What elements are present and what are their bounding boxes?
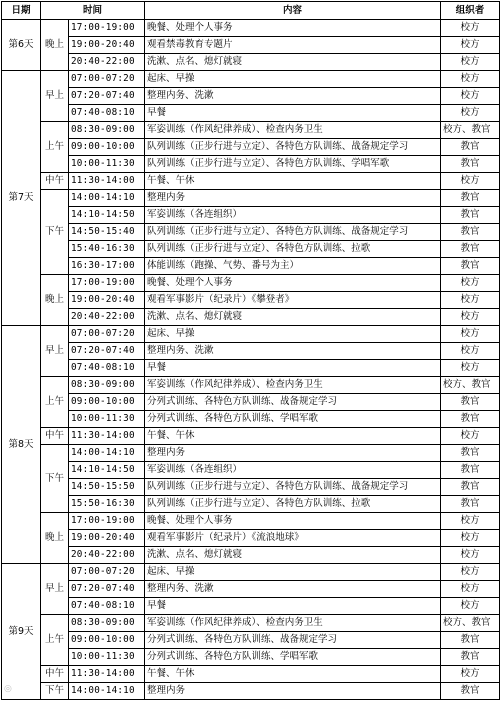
content-cell: 晚餐、处理个人事务 xyxy=(145,275,441,292)
time-cell: 20:40-22:00 xyxy=(69,547,145,564)
time-cell: 14:10-14:50 xyxy=(69,207,145,224)
table-row xyxy=(2,54,500,71)
organizer-cell: 校方 xyxy=(441,326,500,343)
organizer-cell: 校方 xyxy=(441,343,500,360)
content-cell: 晚餐、处理个人事务 xyxy=(145,20,441,37)
period-cell: 晚上 xyxy=(41,20,69,71)
organizer-cell: 校方 xyxy=(441,564,500,581)
organizer-cell: 教官 xyxy=(441,683,500,700)
table-row xyxy=(2,122,500,139)
organizer-cell: 教官 xyxy=(441,411,500,428)
time-cell: 19:00-20:40 xyxy=(69,37,145,54)
content-cell: 整理内务、洗漱 xyxy=(145,581,441,598)
time-cell: 20:40-22:00 xyxy=(69,309,145,326)
table-row xyxy=(2,156,500,173)
organizer-cell: 校方 xyxy=(441,581,500,598)
period-cell: 中午 xyxy=(41,666,69,683)
content-cell: 军姿训练（作风纪律养成）、检查内务卫生 xyxy=(145,122,441,139)
organizer-cell: 教官 xyxy=(441,190,500,207)
table-row xyxy=(2,632,500,649)
time-cell: 08:30-09:00 xyxy=(69,615,145,632)
time-cell: 17:00-19:00 xyxy=(69,275,145,292)
content-cell: 队列训练（正步行进与立定）、各特色方队训练、拉歌 xyxy=(145,241,441,258)
time-cell: 07:00-07:20 xyxy=(69,326,145,343)
organizer-cell: 教官 xyxy=(441,496,500,513)
content-cell: 军姿训练（作风纪律养成）、检查内务卫生 xyxy=(145,615,441,632)
table-row xyxy=(2,360,500,377)
table-row xyxy=(2,445,500,462)
table-row xyxy=(2,615,500,632)
content-cell: 队列训练（正步行进与立定）、各特色方队训练、战备规定学习 xyxy=(145,479,441,496)
time-cell: 19:00-20:40 xyxy=(69,530,145,547)
time-cell: 10:00-11:30 xyxy=(69,649,145,666)
organizer-cell: 教官 xyxy=(441,445,500,462)
organizer-cell: 教官 xyxy=(441,224,500,241)
table-row xyxy=(2,37,500,54)
table-row xyxy=(2,139,500,156)
content-cell: 军姿训练（作风纪律养成）、检查内务卫生 xyxy=(145,377,441,394)
table-body xyxy=(2,20,500,700)
time-cell: 07:40-08:10 xyxy=(69,598,145,615)
content-cell: 起床、早操 xyxy=(145,326,441,343)
content-cell: 观看军事影片（纪录片）《流浪地球》 xyxy=(145,530,441,547)
content-cell: 观看禁毒教育专题片 xyxy=(145,37,441,54)
organizer-cell: 教官 xyxy=(441,156,500,173)
time-cell: 14:00-14:10 xyxy=(69,445,145,462)
organizer-cell: 校方 xyxy=(441,309,500,326)
content-cell: 军姿训练（各连组织） xyxy=(145,207,441,224)
content-cell: 整理内务 xyxy=(145,190,441,207)
organizer-cell: 校方 xyxy=(441,71,500,88)
table-row xyxy=(2,309,500,326)
organizer-cell: 校方 xyxy=(441,666,500,683)
content-cell: 午餐、午休 xyxy=(145,666,441,683)
period-cell: 早上 xyxy=(41,564,69,615)
content-cell: 晚餐、处理个人事务 xyxy=(145,513,441,530)
organizer-cell: 校方 xyxy=(441,428,500,445)
period-cell: 早上 xyxy=(41,71,69,122)
content-cell: 午餐、午休 xyxy=(145,428,441,445)
period-cell: 中午 xyxy=(41,173,69,190)
time-cell: 07:20-07:40 xyxy=(69,343,145,360)
table-row xyxy=(2,343,500,360)
table-row xyxy=(2,173,500,190)
organizer-cell: 教官 xyxy=(441,207,500,224)
organizer-cell: 校方 xyxy=(441,37,500,54)
table-row xyxy=(2,530,500,547)
time-cell: 09:00-10:00 xyxy=(69,139,145,156)
content-cell: 观看军事影片（纪录片）《攀登者》 xyxy=(145,292,441,309)
header-day: 日期 xyxy=(2,2,41,20)
table-row xyxy=(2,598,500,615)
content-cell: 整理内务、洗漱 xyxy=(145,343,441,360)
table-row xyxy=(2,513,500,530)
table-header xyxy=(2,2,500,20)
table-row xyxy=(2,292,500,309)
watermark: ◎ xyxy=(4,684,12,694)
table-row xyxy=(2,241,500,258)
organizer-cell: 教官 xyxy=(441,462,500,479)
organizer-cell: 校方 xyxy=(441,360,500,377)
day-cell: 第7天 xyxy=(2,71,41,326)
content-cell: 队列训练（正步行进与立定）、各特色方队训练、战备规定学习 xyxy=(145,139,441,156)
time-cell: 08:30-09:00 xyxy=(69,122,145,139)
organizer-cell: 校方 xyxy=(441,292,500,309)
organizer-cell: 校方、教官 xyxy=(441,377,500,394)
table-row xyxy=(2,326,500,343)
organizer-cell: 校方、教官 xyxy=(441,615,500,632)
time-cell: 17:00-19:00 xyxy=(69,513,145,530)
content-cell: 分列式训练、各特色方队训练、战备规定学习 xyxy=(145,394,441,411)
organizer-cell: 教官 xyxy=(441,139,500,156)
content-cell: 队列训练（正步行进与立定）、各特色方队训练、拉歌 xyxy=(145,496,441,513)
time-cell: 11:30-14:00 xyxy=(69,666,145,683)
content-cell: 洗漱、点名、熄灯就寝 xyxy=(145,309,441,326)
table-row xyxy=(2,496,500,513)
content-cell: 起床、早操 xyxy=(145,564,441,581)
time-cell: 11:30-14:00 xyxy=(69,173,145,190)
organizer-cell: 教官 xyxy=(441,394,500,411)
time-cell: 07:40-08:10 xyxy=(69,105,145,122)
time-cell: 07:00-07:20 xyxy=(69,71,145,88)
table-row xyxy=(2,88,500,105)
period-cell: 下午 xyxy=(41,445,69,513)
organizer-cell: 校方 xyxy=(441,105,500,122)
table-row xyxy=(2,190,500,207)
time-cell: 14:50-15:50 xyxy=(69,479,145,496)
table-row xyxy=(2,275,500,292)
content-cell: 早餐 xyxy=(145,105,441,122)
time-cell: 08:30-09:00 xyxy=(69,377,145,394)
time-cell: 07:20-07:40 xyxy=(69,88,145,105)
content-cell: 军姿训练（各连组织） xyxy=(145,462,441,479)
table-row xyxy=(2,105,500,122)
time-cell: 10:00-11:30 xyxy=(69,156,145,173)
time-cell: 19:00-20:40 xyxy=(69,292,145,309)
table-row xyxy=(2,683,500,700)
content-cell: 队列训练（正步行进与立定）、各特色方队训练、学唱军歌 xyxy=(145,156,441,173)
table-row xyxy=(2,649,500,666)
organizer-cell: 校方 xyxy=(441,88,500,105)
period-cell: 下午 xyxy=(41,683,69,700)
organizer-cell: 校方 xyxy=(441,20,500,37)
content-cell: 分列式训练、各特色方队训练、战备规定学习 xyxy=(145,632,441,649)
table-row xyxy=(2,20,500,37)
time-cell: 07:20-07:40 xyxy=(69,581,145,598)
content-cell: 分列式训练、各特色方队训练、学唱军歌 xyxy=(145,649,441,666)
organizer-cell: 校方 xyxy=(441,598,500,615)
time-cell: 20:40-22:00 xyxy=(69,54,145,71)
time-cell: 14:00-14:10 xyxy=(69,683,145,700)
table-row xyxy=(2,411,500,428)
table-row xyxy=(2,224,500,241)
schedule-table xyxy=(1,1,500,700)
time-cell: 07:00-07:20 xyxy=(69,564,145,581)
organizer-cell: 教官 xyxy=(441,632,500,649)
time-cell: 11:30-14:00 xyxy=(69,428,145,445)
time-cell: 15:50-16:30 xyxy=(69,496,145,513)
content-cell: 洗漱、点名、熄灯就寝 xyxy=(145,54,441,71)
time-cell: 14:00-14:10 xyxy=(69,190,145,207)
table-row xyxy=(2,377,500,394)
content-cell: 午餐、午休 xyxy=(145,173,441,190)
header-organizer: 组织者 xyxy=(441,2,500,20)
time-cell: 10:00-11:30 xyxy=(69,411,145,428)
content-cell: 早餐 xyxy=(145,598,441,615)
organizer-cell: 校方 xyxy=(441,547,500,564)
period-cell: 上午 xyxy=(41,377,69,428)
period-cell: 中午 xyxy=(41,428,69,445)
organizer-cell: 教官 xyxy=(441,241,500,258)
table-row xyxy=(2,581,500,598)
table-row xyxy=(2,258,500,275)
time-cell: 17:00-19:00 xyxy=(69,20,145,37)
content-cell: 洗漱、点名、熄灯就寝 xyxy=(145,547,441,564)
period-cell: 晚上 xyxy=(41,513,69,564)
header-row xyxy=(2,2,500,20)
content-cell: 分列式训练、各特色方队训练、学唱军歌 xyxy=(145,411,441,428)
table-row xyxy=(2,479,500,496)
period-cell: 上午 xyxy=(41,122,69,173)
time-cell: 09:00-10:00 xyxy=(69,632,145,649)
organizer-cell: 校方 xyxy=(441,54,500,71)
day-cell: 第9天 xyxy=(2,564,41,700)
period-cell: 下午 xyxy=(41,190,69,275)
organizer-cell: 校方 xyxy=(441,275,500,292)
organizer-cell: 教官 xyxy=(441,258,500,275)
organizer-cell: 教官 xyxy=(441,649,500,666)
day-cell: 第8天 xyxy=(2,326,41,564)
header-content: 内容 xyxy=(145,2,441,20)
time-cell: 14:50-15:40 xyxy=(69,224,145,241)
organizer-cell: 校方、教官 xyxy=(441,122,500,139)
table-row xyxy=(2,462,500,479)
content-cell: 队列训练（正步行进与立定）、各特色方队训练、战备规定学习 xyxy=(145,224,441,241)
table-row xyxy=(2,428,500,445)
content-cell: 体能训练（跑操、气势、番号为主） xyxy=(145,258,441,275)
content-cell: 整理内务、洗漱 xyxy=(145,88,441,105)
content-cell: 整理内务 xyxy=(145,683,441,700)
content-cell: 起床、早操 xyxy=(145,71,441,88)
time-cell: 14:10-14:50 xyxy=(69,462,145,479)
day-cell: 第6天 xyxy=(2,20,41,71)
time-cell: 09:00-10:00 xyxy=(69,394,145,411)
organizer-cell: 校方 xyxy=(441,513,500,530)
table-row xyxy=(2,71,500,88)
time-cell: 16:30-17:00 xyxy=(69,258,145,275)
organizer-cell: 校方 xyxy=(441,173,500,190)
table-row xyxy=(2,666,500,683)
table-row xyxy=(2,207,500,224)
content-cell: 整理内务 xyxy=(145,445,441,462)
period-cell: 晚上 xyxy=(41,275,69,326)
content-cell: 早餐 xyxy=(145,360,441,377)
table-row xyxy=(2,564,500,581)
time-cell: 15:40-16:30 xyxy=(69,241,145,258)
table-row xyxy=(2,547,500,564)
period-cell: 早上 xyxy=(41,326,69,377)
time-cell: 07:40-08:10 xyxy=(69,360,145,377)
period-cell: 上午 xyxy=(41,615,69,666)
header-time: 时间 xyxy=(41,2,145,20)
organizer-cell: 教官 xyxy=(441,479,500,496)
table-row xyxy=(2,394,500,411)
organizer-cell: 校方 xyxy=(441,530,500,547)
